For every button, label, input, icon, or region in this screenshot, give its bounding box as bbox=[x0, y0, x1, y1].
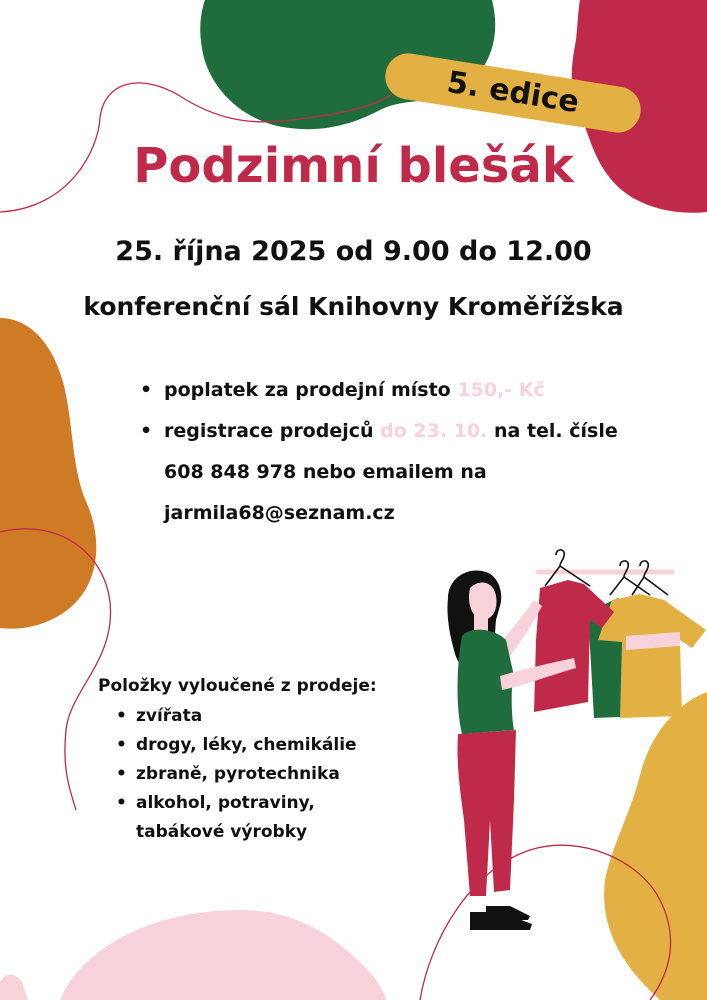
excluded-item-label: drogy, léky, chemikálie bbox=[136, 735, 357, 755]
bullet-icon: • bbox=[140, 379, 153, 401]
registration-email: jarmila68@seznam.cz bbox=[164, 502, 395, 524]
registration-phone-intro: na tel. čísle bbox=[493, 420, 618, 442]
bullet-icon: • bbox=[116, 764, 127, 784]
registration-phone-line: 608 848 978 nebo emailem na bbox=[164, 461, 487, 483]
event-title: Podzimní blešák bbox=[133, 138, 574, 194]
bullet-icon: • bbox=[116, 735, 127, 755]
excluded-item-label: tabákové výrobky bbox=[136, 822, 308, 842]
bullet-icon: • bbox=[140, 420, 153, 442]
hanger-icon bbox=[632, 561, 668, 595]
registration-deadline: do 23. 10. bbox=[380, 420, 488, 442]
fee-value: 150,- Kč bbox=[457, 379, 545, 401]
excluded-item-label: alkohol, potraviny, bbox=[136, 793, 315, 813]
woman-shoes bbox=[470, 906, 532, 930]
bullet-icon: • bbox=[116, 706, 127, 726]
bullet-icon: • bbox=[116, 793, 127, 813]
excluded-title: Položky vyloučené z prodeje: bbox=[98, 676, 377, 696]
registration-text: registrace prodejců bbox=[164, 420, 374, 442]
woman-pants bbox=[457, 730, 516, 896]
excluded-item-label: zbraně, pyrotechnika bbox=[136, 764, 340, 784]
excluded-item-label: zvířata bbox=[136, 706, 203, 726]
event-venue: konferenční sál Knihovny Kroměřížska bbox=[83, 292, 624, 321]
fee-text: poplatek za prodejní místo bbox=[164, 379, 451, 401]
event-date: 25. října 2025 od 9.00 do 12.00 bbox=[115, 236, 592, 267]
edition-badge-label: 5. edice bbox=[444, 64, 582, 121]
